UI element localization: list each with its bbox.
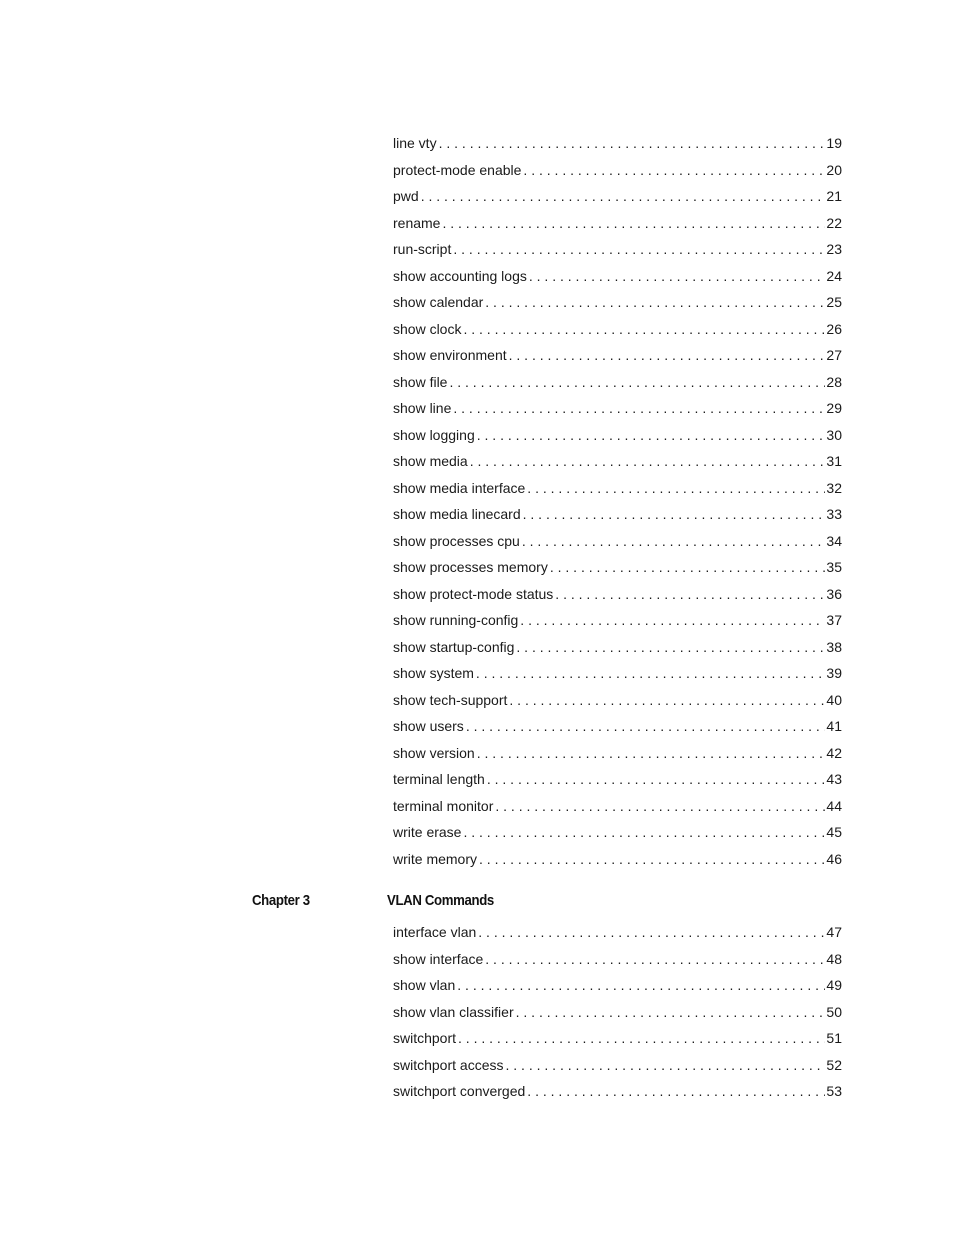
toc-entry-title: show calendar (393, 294, 484, 310)
toc-entry[interactable] (393, 263, 842, 290)
dot-leader (439, 130, 826, 157)
toc-entry-title: switchport converged (393, 1083, 526, 1099)
toc-entry-page-number: 19 (826, 135, 842, 151)
toc-entry[interactable] (393, 528, 842, 555)
toc-entry-title: line vty (393, 135, 437, 151)
dot-leader (477, 740, 826, 767)
dot-leader (529, 263, 826, 290)
toc-entry-page-number: 30 (826, 426, 842, 443)
dot-leader (463, 316, 825, 343)
dot-leader (470, 448, 826, 475)
toc-entry-title: pwd (393, 188, 419, 204)
toc-entry-title: show line (393, 400, 452, 416)
dot-leader (458, 1025, 825, 1052)
toc-entry[interactable] (393, 501, 842, 528)
dot-leader (421, 183, 826, 210)
toc-entry[interactable] (393, 183, 842, 210)
toc-entry-page-number: 41 (826, 718, 842, 734)
toc-entry-page-number: 24 (826, 267, 842, 284)
toc-entry-title: show processes memory (393, 559, 548, 575)
toc-entry-page-number: 50 (826, 1003, 842, 1020)
toc-entry-page-number: 37 (826, 612, 842, 628)
toc-entry-title: run-script (393, 241, 452, 257)
toc-entry-page-number: 42 (826, 744, 842, 761)
dot-leader (453, 236, 825, 263)
toc-entry-title: show vlan classifier (393, 1003, 514, 1020)
toc-entry-page-number: 29 (826, 400, 842, 416)
toc-entry[interactable] (393, 1025, 842, 1052)
toc-entry-page-number: 28 (826, 373, 842, 390)
toc-entry-title: switchport (393, 1030, 457, 1046)
toc-entry-page-number: 40 (826, 691, 842, 708)
toc-entry[interactable] (393, 210, 842, 237)
toc-entry[interactable] (393, 342, 842, 369)
toc-entry[interactable] (393, 1078, 842, 1105)
toc-entry-title: show running-config (393, 612, 519, 628)
dot-leader (477, 422, 826, 449)
toc-entry-title: interface vlan (393, 924, 477, 940)
dot-leader (463, 819, 825, 846)
dot-leader (509, 342, 826, 369)
toc-entry-title: show clock (393, 320, 462, 337)
dot-leader (527, 475, 825, 502)
toc-entry[interactable] (393, 766, 842, 793)
toc-entry-page-number: 53 (826, 1083, 842, 1099)
toc-entry[interactable] (393, 846, 842, 873)
toc-entry[interactable] (393, 581, 842, 608)
toc-entry-title: show environment (393, 347, 507, 363)
toc-entry[interactable] (393, 660, 842, 687)
toc-entry[interactable] (393, 740, 842, 767)
toc-entry-title: show startup-config (393, 638, 515, 655)
dot-leader (442, 210, 825, 237)
toc-entry[interactable] (393, 475, 842, 502)
toc-entry[interactable] (393, 999, 842, 1026)
dot-leader (485, 946, 825, 973)
toc-entry-page-number: 46 (826, 850, 842, 867)
toc-entry-page-number: 23 (826, 241, 842, 257)
dot-leader (523, 157, 825, 184)
toc-entry[interactable] (393, 634, 842, 661)
toc-entry[interactable] (393, 972, 842, 999)
toc-entry-page-number: 22 (826, 214, 842, 231)
toc-entry-title: show interface (393, 950, 484, 967)
dot-leader (457, 972, 825, 999)
toc-entry-page-number: 52 (826, 1056, 842, 1073)
toc-entry-title: show media interface (393, 479, 526, 496)
toc-entry[interactable] (393, 157, 842, 184)
toc-entry-title: switchport access (393, 1056, 504, 1073)
toc-entry-page-number: 20 (826, 161, 842, 178)
toc-entry-title: show users (393, 718, 464, 734)
dot-leader (505, 1052, 825, 1079)
dot-leader (453, 395, 825, 422)
dot-leader (479, 846, 825, 873)
dot-leader (476, 660, 826, 687)
toc-entry-title: show accounting logs (393, 267, 527, 284)
toc-entry-title: show version (393, 744, 475, 761)
toc-entry-title: terminal length (393, 771, 485, 787)
toc-entry[interactable] (393, 130, 842, 157)
dot-leader (485, 289, 825, 316)
toc-entry-title: write memory (393, 850, 478, 867)
toc-entry-title: write erase (393, 824, 462, 840)
toc-entry[interactable] (393, 793, 842, 820)
toc-entry-page-number: 45 (826, 824, 842, 840)
toc-entry-title: protect-mode enable (393, 161, 522, 178)
toc-entry-title: show processes cpu (393, 532, 520, 549)
toc-entry-title: show vlan (393, 977, 456, 993)
toc-entry[interactable] (393, 289, 842, 316)
toc-entry-title: show logging (393, 426, 475, 443)
toc-entry[interactable] (393, 448, 842, 475)
toc-entry-title: show file (393, 373, 448, 390)
toc-entry-title: show system (393, 665, 474, 681)
toc-entry-title: show tech-support (393, 691, 508, 708)
chapter-title: VLAN Commands (387, 892, 494, 909)
toc-entry[interactable] (393, 946, 842, 973)
toc-entry-page-number: 21 (826, 188, 842, 204)
dot-leader (509, 687, 825, 714)
toc-entry[interactable] (393, 554, 842, 581)
toc-entry[interactable] (393, 819, 842, 846)
toc-entry-title: rename (393, 214, 441, 231)
toc-entry[interactable] (393, 369, 842, 396)
toc-entry-title: terminal monitor (393, 797, 494, 814)
dot-leader (495, 793, 825, 820)
toc-entry-page-number: 39 (826, 665, 842, 681)
dot-leader (487, 766, 826, 793)
toc-entry-page-number: 34 (826, 532, 842, 549)
toc-entry[interactable] (393, 316, 842, 343)
dot-leader (555, 581, 825, 608)
toc-entry-page-number: 49 (826, 977, 842, 993)
toc-entry-page-number: 47 (826, 924, 842, 940)
dot-leader (527, 1078, 825, 1105)
toc-entry-page-number: 33 (826, 506, 842, 522)
toc-entry-page-number: 38 (826, 638, 842, 655)
toc-entry-page-number: 51 (826, 1030, 842, 1046)
toc-entry[interactable] (393, 687, 842, 714)
toc-entry-page-number: 48 (826, 950, 842, 967)
dot-leader (466, 713, 826, 740)
toc-entry-page-number: 26 (826, 320, 842, 337)
toc-list-chapter-2 (393, 130, 842, 872)
toc-list-chapter-3 (393, 919, 842, 1105)
toc-entry[interactable] (393, 1052, 842, 1079)
toc-entry-page-number: 32 (826, 479, 842, 496)
toc-entry-title: show media linecard (393, 506, 521, 522)
toc-entry-page-number: 44 (826, 797, 842, 814)
dot-leader (449, 369, 825, 396)
toc-entry[interactable] (393, 713, 842, 740)
dot-leader (522, 528, 826, 555)
toc-entry[interactable] (393, 236, 842, 263)
toc-entry-page-number: 27 (826, 347, 842, 363)
toc-entry[interactable] (393, 422, 842, 449)
toc-entry[interactable] (393, 919, 842, 946)
dot-leader (478, 919, 825, 946)
toc-entry[interactable] (393, 395, 842, 422)
toc-entry-title: show protect-mode status (393, 585, 554, 602)
dot-leader (516, 634, 825, 661)
dot-leader (520, 607, 825, 634)
toc-entry[interactable] (393, 607, 842, 634)
dot-leader (523, 501, 826, 528)
toc-entry-page-number: 43 (826, 771, 842, 787)
toc-entry-page-number: 36 (826, 585, 842, 602)
dot-leader (550, 554, 826, 581)
toc-entry-page-number: 35 (826, 559, 842, 575)
dot-leader (516, 999, 826, 1026)
toc-entry-page-number: 25 (826, 294, 842, 310)
chapter-number: Chapter 3 (252, 892, 310, 909)
toc-entry-title: show media (393, 453, 468, 469)
toc-entry-page-number: 31 (826, 453, 842, 469)
